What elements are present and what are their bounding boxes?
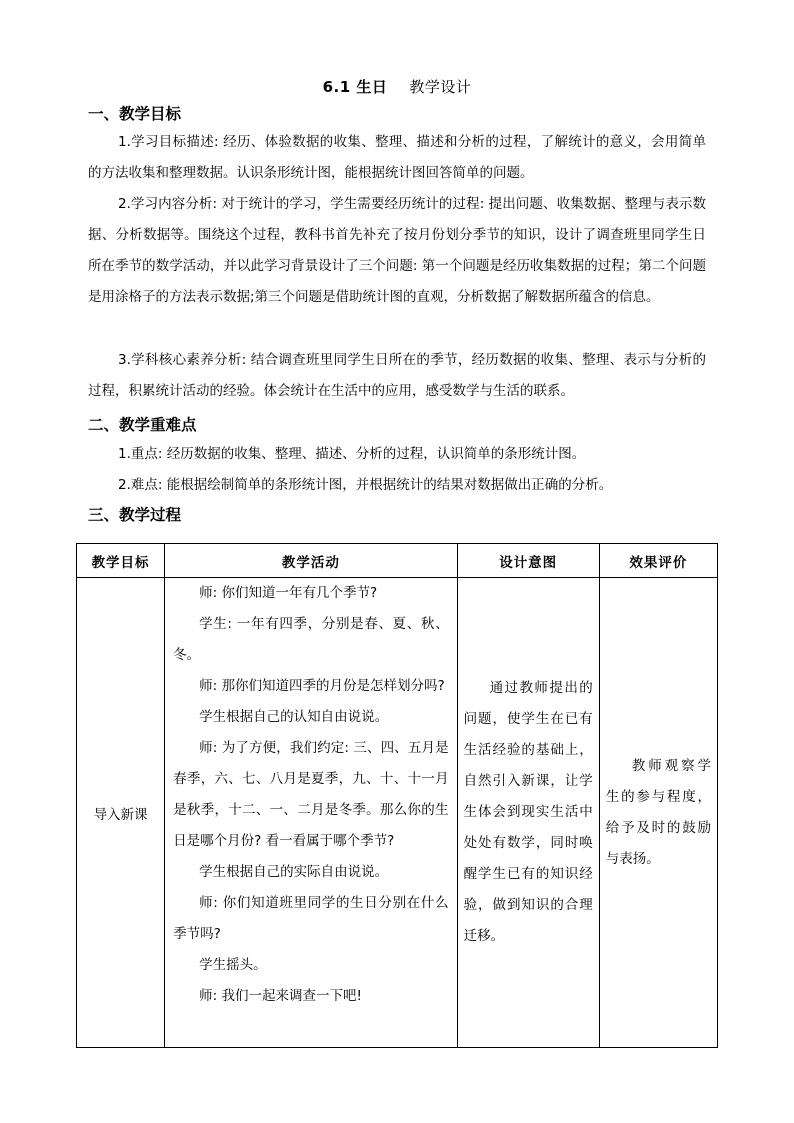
activity-line: 学生摇头。	[199, 957, 267, 973]
cell-design	[457, 578, 599, 1048]
paragraph-keypoint-1: 1.重点: 经历数据的收集、整理、描述、分析的过程，认识简单的条形统计图。	[118, 446, 586, 462]
header-design: 设计意图	[457, 544, 599, 578]
cell-goal: 导入新课	[77, 578, 165, 1048]
activity-line: 师: 你们知道班里同学的生日分别在什么季节吗?	[173, 895, 449, 942]
activity-line: 学生根据自己的实际自由说说。	[199, 864, 389, 880]
title-sub: 教学设计	[409, 78, 472, 96]
activity-line: 师: 为了方便，我们约定: 三、四、五月是春季，六、七、八月是夏季，九、十、十一月是秋季，十二、一、二月是冬季。那么你的生日是哪个月份? 看一看属于哪个季节?	[173, 740, 449, 849]
paragraph-goal-1: 1.学习目标描述: 经历、体验数据的收集、整理、描述和分析的过程，了解统计的意义，会用简单的方法收集和整理数据。认识条形统计图，能根据统计图回答简单的问题。	[88, 134, 706, 181]
title-main: 6.1 生日	[322, 78, 388, 96]
header-evaluation: 效果评价	[599, 544, 717, 578]
header-goal: 教学目标	[77, 544, 165, 578]
paragraph-goal-3: 3.学科核心素养分析: 结合调查班里同学生日所在的季节，经历数据的收集、整理、表示与分析的过程，积累统计活动的经验。体会统计在生活中的应用，感受数学与生活的联系。	[88, 352, 706, 399]
section-heading-goals: 一、教学目标	[88, 105, 182, 123]
teaching-process-table	[76, 543, 718, 1048]
cell-evaluation	[599, 578, 717, 1048]
paragraph-goal-2: 2.学习内容分析: 对于统计的学习，学生需要经历统计的过程: 提出问题、收集数据、整理与表示数据、分析数据等。围绕这个过程，教科书首先补充了按月份划分季节的知识，设计了调查班里同学生日所在季节的数学活动，并以此学习背景设计了三个问题: 第一个问题是经历收集数据的过程；第二个问题是用涂格子的方法表示数据;第三个问题是借助统计图的直观，分析数据了解数据所蕴含的信息。	[88, 196, 706, 305]
section-heading-process: 三、教学过程	[88, 506, 182, 524]
activity-line: 师: 那你们知道四季的月份是怎样划分吗?	[199, 678, 445, 694]
table-row	[77, 578, 718, 1048]
activity-line: 学生: 一年有四季，分别是春、夏、秋、冬。	[173, 616, 449, 663]
paragraph-keypoint-2: 2.难点: 能根据绘制简单的条形统计图，并根据统计的结果对数据做出正确的分析。	[118, 477, 613, 493]
header-activity: 教学活动	[165, 544, 457, 578]
section-heading-keypoints: 二、教学重难点	[88, 416, 197, 434]
design-text: 通过教师提出的问题，使学生在已有生活经验的基础上，自然引入新课，让学生体会到现实生活中处处有数学，同时唤醒学生已有的知识经验，做到知识的合理迁移。	[463, 680, 593, 944]
activity-line: 学生根据自己的认知自由说说。	[199, 709, 389, 725]
document-title	[0, 76, 794, 97]
table-header-row	[77, 544, 718, 578]
activity-line: 师: 你们知道一年有几个季节?	[199, 585, 378, 601]
cell-activities	[165, 578, 457, 1048]
activity-line: 师: 我们一起来调查一下吧!	[199, 988, 362, 1004]
evaluation-text: 教师观察学生的参与程度，给予及时的鼓励与表扬。	[605, 757, 711, 867]
